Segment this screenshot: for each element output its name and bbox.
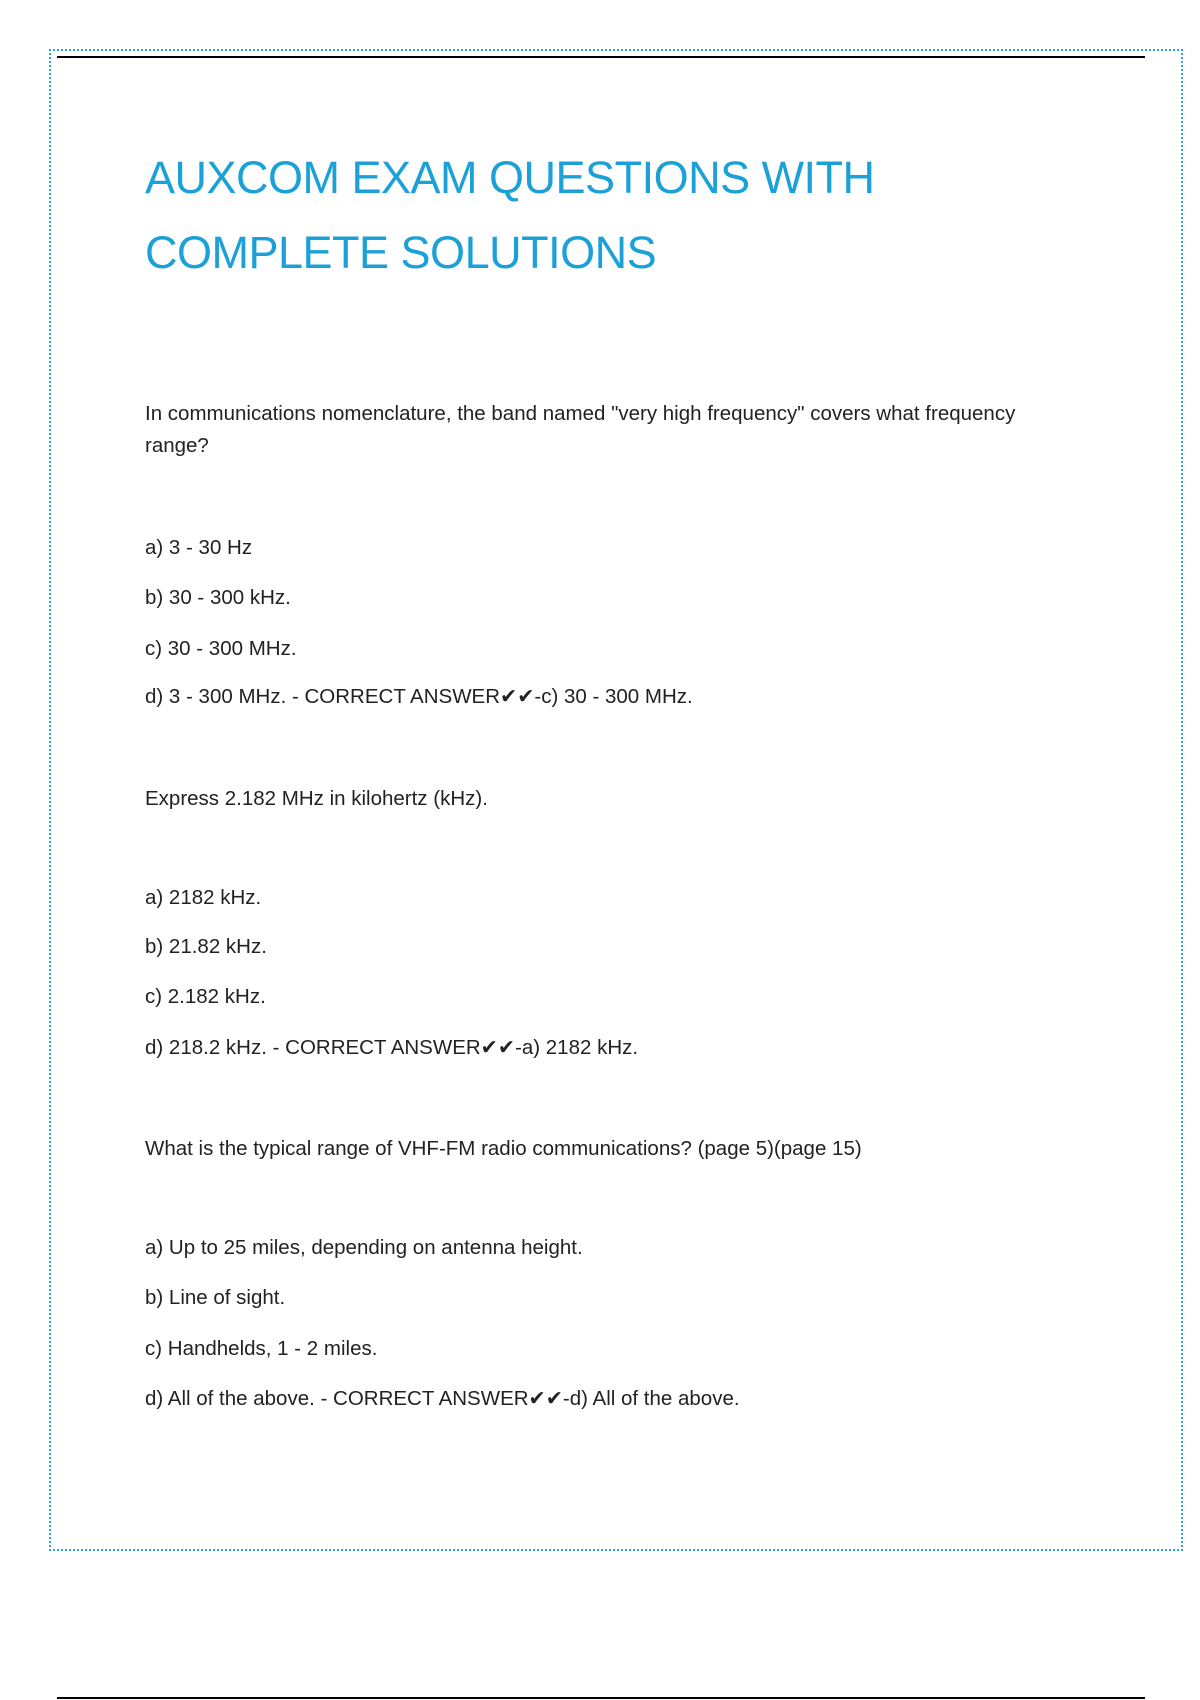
question-3-option-b: b) Line of sight. bbox=[145, 1286, 286, 1309]
header-rule bbox=[57, 56, 1145, 58]
question-1-text: In communications nomenclature, the band named "very high frequency" covers what frequency range? bbox=[145, 402, 1016, 457]
question-2-option-c: c) 2.182 kHz. bbox=[145, 985, 266, 1008]
question-3-option-c: c) Handhelds, 1 - 2 miles. bbox=[145, 1337, 378, 1360]
document-title: AUXCOM EXAM QUESTIONS WITH COMPLETE SOLUTIONS bbox=[145, 152, 875, 278]
question-2-option-b: b) 21.82 kHz. bbox=[145, 935, 267, 958]
question-3-text: What is the typical range of VHF-FM radio communications? (page 5)(page 15) bbox=[145, 1137, 862, 1160]
question-1-option-b: b) 30 - 300 kHz. bbox=[145, 586, 291, 609]
question-1-option-a: a) 3 - 30 Hz bbox=[145, 536, 253, 559]
question-1-option-c: c) 30 - 300 MHz. bbox=[145, 637, 297, 660]
question-2-option-a: a) 2182 kHz. bbox=[145, 886, 262, 909]
footer-rule bbox=[57, 1697, 1145, 1699]
question-2-option-d-answer: d) 218.2 kHz. - CORRECT ANSWER✔✔-a) 2182 kHz. bbox=[145, 1036, 639, 1059]
question-3-option-d-answer: d) All of the above. - CORRECT ANSWER✔✔-d) All of the above. bbox=[145, 1387, 740, 1410]
question-3-option-a: a) Up to 25 miles, depending on antenna height. bbox=[145, 1236, 583, 1259]
question-2-text: Express 2.182 MHz in kilohertz (kHz). bbox=[145, 787, 488, 810]
question-1-option-d-answer: d) 3 - 300 MHz. - CORRECT ANSWER✔✔-c) 30 - 300 MHz. bbox=[145, 685, 693, 708]
